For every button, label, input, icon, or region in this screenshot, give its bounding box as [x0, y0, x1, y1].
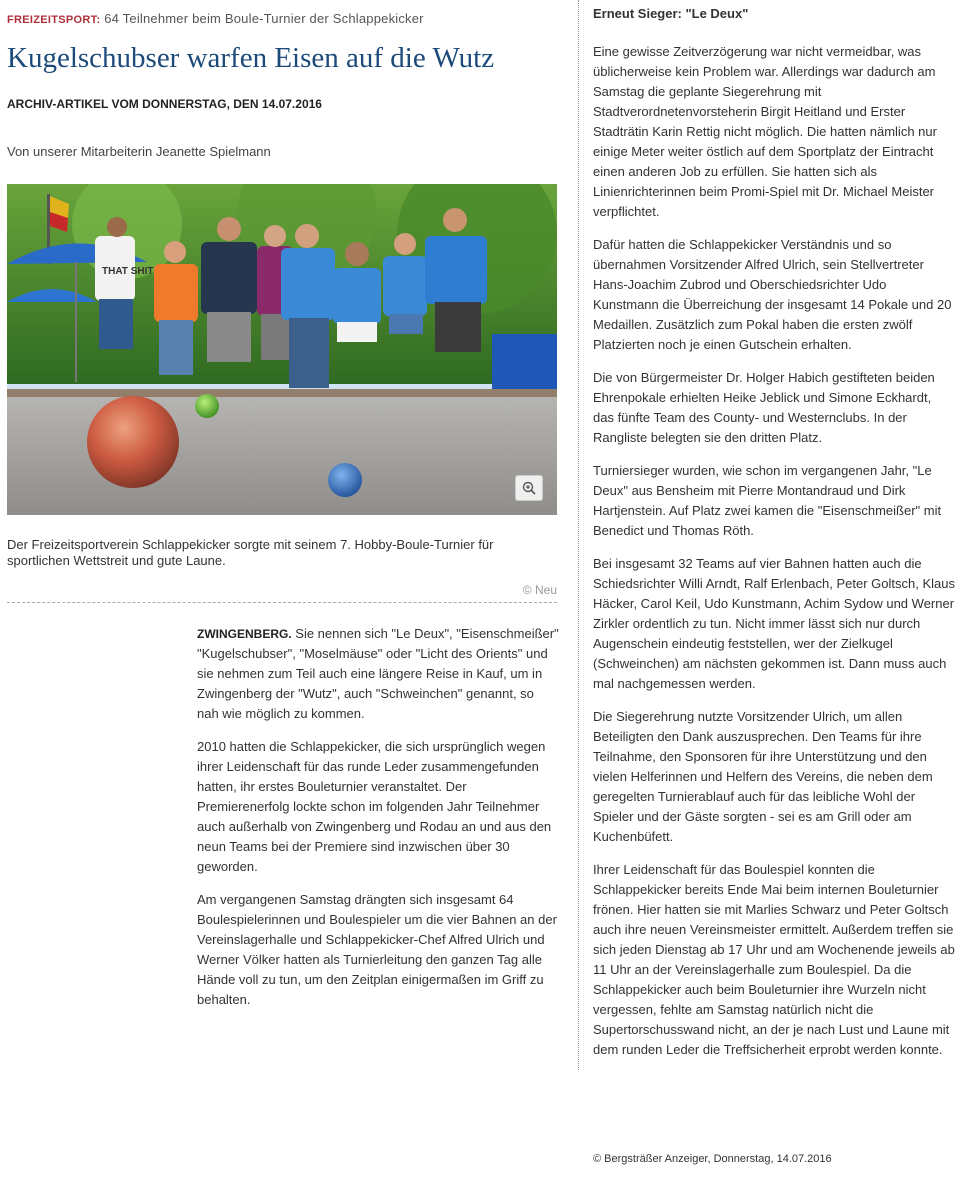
paragraph: Turniersieger wurden, wie schon im vergangenen Jahr, "Le Deux" aus Bensheim mit Pierre Montandraud und Dirk Hartjenstein. Auf Platz zwei kamen die "Eisenschmeißer" mit Benedict und Thomas Röth.	[593, 463, 942, 538]
shirt-print: THAT SHIT	[102, 266, 154, 277]
divider	[7, 602, 557, 603]
copyright-footer: © Bergsträßer Anzeiger, Donnerstag, 14.07.2016	[593, 1153, 832, 1165]
paragraph	[197, 624, 559, 724]
paragraph: Am vergangenen Samstag drängten sich insgesamt 64 Boulespielerinnen und Boulespieler um die vier Bahnen an der Vereinslagerhalle und Schlappekicker-Chef Alfred Ulrich und Werner Völker hatten als Turnierleitung den ganzen Tag alle Hände voll zu tun, um den Zeitplan einigermaßen im Griff zu behalten.	[197, 892, 557, 1007]
paragraph-text: Sie nennen sich "Le Deux", "Eisenschmeißer" "Kugelschubser", "Moselmäuse" oder "Licht des Orients" und sie nehmen zum Teil auch eine längere Reise in Kauf, um in Zwingenberg der "Wutz", auch "Schweinchen" genannt, so nah wie möglich zu kommen.	[197, 626, 559, 721]
archive-line: ARCHIV-ARTIKEL VOM DONNERSTAG, DEN 14.07.2016	[7, 97, 322, 111]
dateline: ZWINGENBERG.	[197, 627, 292, 641]
article-body-left	[197, 624, 559, 1023]
paragraph: Bei insgesamt 32 Teams auf vier Bahnen hatten auch die Schiedsrichter Willi Arndt, Ralf Erlenbach, Peter Goltsch, Klaus Häcker, Carol Keil, Udo Kunstmann, Achim Sydow und Werner Zirkler ordentlich zu tun. Nicht immer lässt sich nur durch Augenschein eindeutig feststellen, wer der Zielkugel (Schweinchen) am nächsten gekommen ist. Dann muss auch mal nachgemessen werden.	[593, 556, 955, 691]
column-divider	[578, 0, 579, 1070]
kicker-text: 64 Teilnehmer beim Boule-Turnier der Schlappekicker	[104, 11, 424, 26]
paragraph: Ihrer Leidenschaft für das Boulespiel konnten die Schlappekicker bereits Ende Mai beim internen Bouleturnier frönen. Hier hatten sie mit Marlies Schwarz und Peter Goltsch auch ihre neuen Vereinsmeister ermittelt. Außerdem treffen sie sich jeden Dienstag ab 17 Uhr und am Wochenende jeweils ab 11 Uhr an der Vereinslagerhalle zum Boulespiel. Da die Schlappekicker auch beim Bouleturnier ihre Wurzeln nicht vergessen, fehlte am Samstag natürlich nicht die Supertorschusswand nicht, an der je nach Lust und Laune mit dem runden Leder die Treffsicherheit erprobt werden konnte.	[593, 862, 955, 1057]
boule-photo-illustration	[7, 184, 557, 515]
zoom-in-icon	[522, 481, 536, 495]
kicker	[7, 11, 424, 26]
paragraph: 2010 hatten die Schlappekicker, die sich ursprünglich wegen ihrer Leidenschaft für das runde Leder zusammengefunden hatten, ihr erstes Bouleturnier veranstaltet. Der Premierenerfolg lockte schon im folgenden Jahr Teilnehmer auch außerhalb von Zwingenberg und Rodau an und aus den neun Teams bei der Premiere sind inzwischen über 30 geworden.	[197, 739, 552, 874]
zoom-button[interactable]	[515, 475, 543, 501]
article-body-right	[593, 42, 955, 1073]
paragraph: Die von Bürgermeister Dr. Holger Habich gestifteten beiden Ehrenpokale erhielten Heike Jeblick und Simone Eckhardt, das fünfte Team des County- und Westernclubs. In der Rangliste belegten sie den dritten Platz.	[593, 370, 935, 445]
byline: Von unserer Mitarbeiterin Jeanette Spielmann	[7, 144, 271, 159]
paragraph: Dafür hatten die Schlappekicker Verständnis und so übernahmen Vorsitzender Alfred Ulrich, sein Stellvertreter Hans-Joachim Zubrod und Oberschiedsrichter Udo Kunstmann die Überreichung der insgesamt 14 Pokale und 20 Medaillen. Zusätzlich zum Pokal haben die ersten zwölf Platzierten noch je einen Gutschein erhalten.	[593, 237, 952, 352]
kicker-tag: FREIZEITSPORT:	[7, 14, 101, 26]
paragraph: Die Siegerehrung nutzte Vorsitzender Ulrich, um allen Beteiligten den Dank auszusprechen. Den Teams für ihre Teilnahme, den Sponsoren für ihre Unterstützung und den vielen Helferinnen und Helfern des Vereins, die neben dem geregelten Turnierablauf auch für das leibliche Wohl der Spieler und der Gäste sorgten - sei es am Grill oder am Kuchenbüfett.	[593, 709, 933, 844]
article-photo[interactable]	[7, 184, 557, 515]
paragraph: Eine gewisse Zeitverzögerung war nicht vermeidbar, was üblicherweise kein Problem war. Allerdings war dadurch am Samstag die geplante Siegerehrung mit Stadtverordnetenvorsteherin Birgit Heitland und Erster Stadträtin Karin Rettig nicht möglich. Die hatten nämlich nur einige Meter weiter östlich auf dem Sportplatz der Eintracht einen anderen Job zu erfüllen. Sie hatten sich als Linienrichterinnen beim Promi-Spiel mit Dr. Michael Meister verpflichtet.	[593, 44, 937, 219]
headline: Kugelschubser warfen Eisen auf die Wutz	[7, 42, 495, 74]
subheading: Erneut Sieger: "Le Deux"	[593, 6, 749, 21]
photo-caption: Der Freizeitsportverein Schlappekicker sorgte mit seinem 7. Hobby-Boule-Turnier für sportlichen Wettstreit und gute Laune.	[7, 537, 494, 568]
photo-credit: © Neu	[522, 583, 557, 597]
